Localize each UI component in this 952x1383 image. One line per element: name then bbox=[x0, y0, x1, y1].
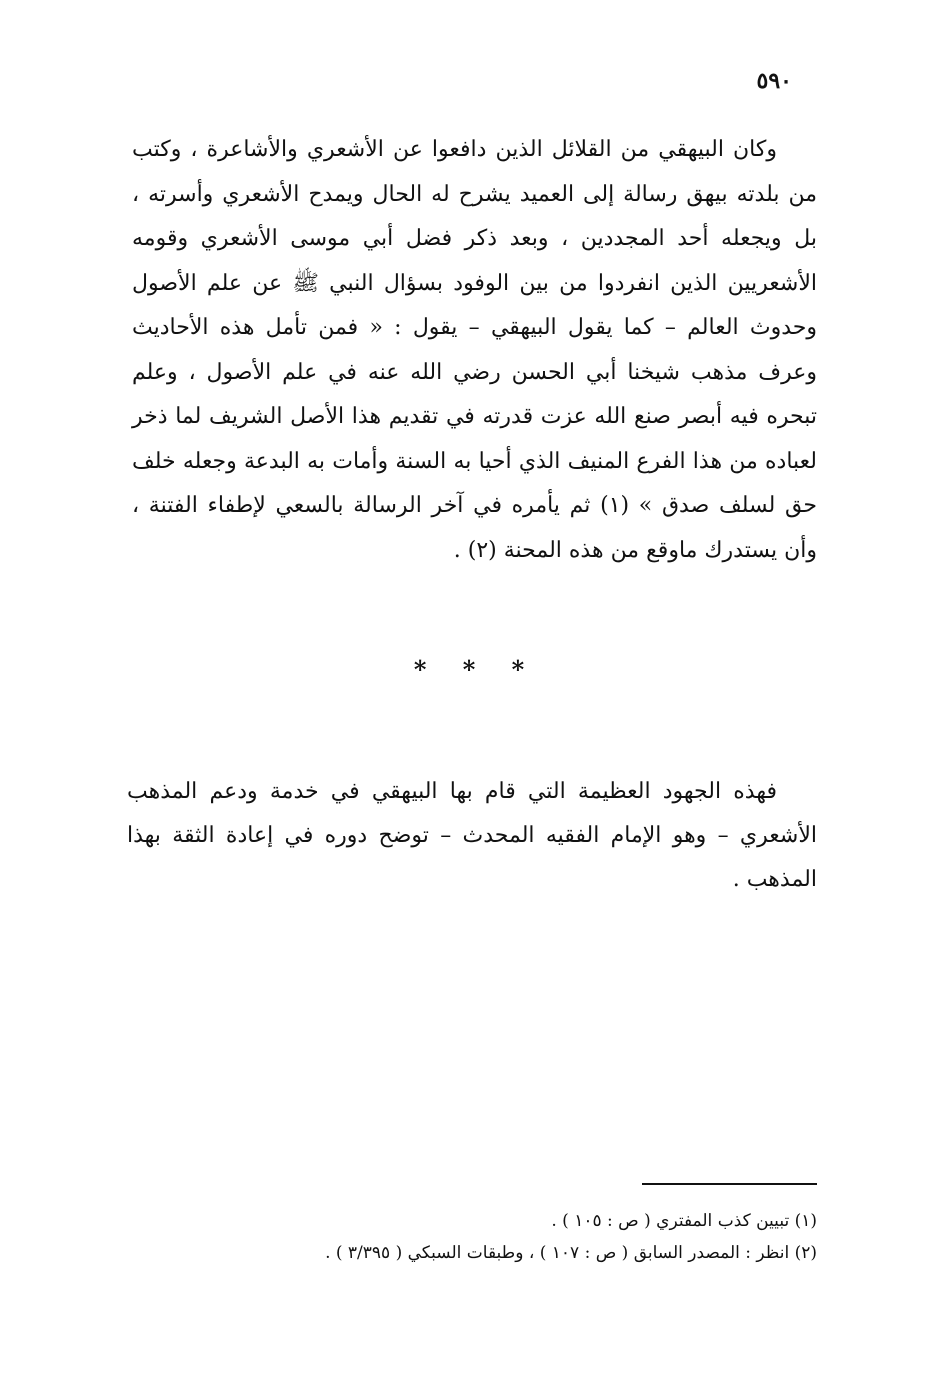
page-number: ٥٩٠ bbox=[756, 68, 792, 94]
closing-text-block bbox=[127, 770, 817, 902]
closing-paragraph: فهذه الجهود العظيمة التي قام بها البيهقي في خدمة ودعم المذهب الأشعري – وهو الإمام الفقيه المحدث – توضح دوره في إعادة الثقة بهذا المذهب . bbox=[127, 779, 817, 892]
footnote-divider bbox=[642, 1183, 817, 1185]
footnote-2: (٢) انظر : المصدر السابق ( ص : ١٠٧ ) ، وطبقات السبكي ( ٣/٣٩٥ ) . bbox=[325, 1243, 817, 1263]
main-paragraph: وكان البيهقي من القلائل الذين دافعوا عن الأشعري والأشاعرة ، وكتب من بلدته بيهق رسالة إلى العميد يشرح له الحال ويمدح الأشعري وأسرته ، بل ويجعله أحد المجددين ، وبعد ذكر فضل أبي موسى الأشعري وقومه الأشعريين الذين انفردوا من بين الوفود بسؤال النبي ﷺ عن علم الأصول وحدوث العالم – كما يقول البيهقي – يقول : « فمن تأمل هذه الأحاديث وعرف مذهب شيخنا أبي الحسن رضي الله عنه في علم الأصول ، وعلم تبحره فيه أبصر صنع الله عزت قدرته في تقديم هذا الأصل الشريف لما ذخر لعباده من هذا الفرع المنيف الذي أحيا به السنة وأمات به البدعة وجعله خلف حق لسلف صدق » (١) ثم يأمره في آخر الرسالة بالسعي لإطفاء الفتنة ، وأن يستدرك ماوقع من هذه المحنة (٢) . bbox=[132, 137, 817, 563]
section-separator: * * * bbox=[413, 655, 539, 684]
footnote-1: (١) تبيين كذب المفتري ( ص : ١٠٥ ) . bbox=[551, 1211, 817, 1231]
footnotes bbox=[127, 1205, 817, 1269]
main-text-block bbox=[132, 128, 817, 573]
